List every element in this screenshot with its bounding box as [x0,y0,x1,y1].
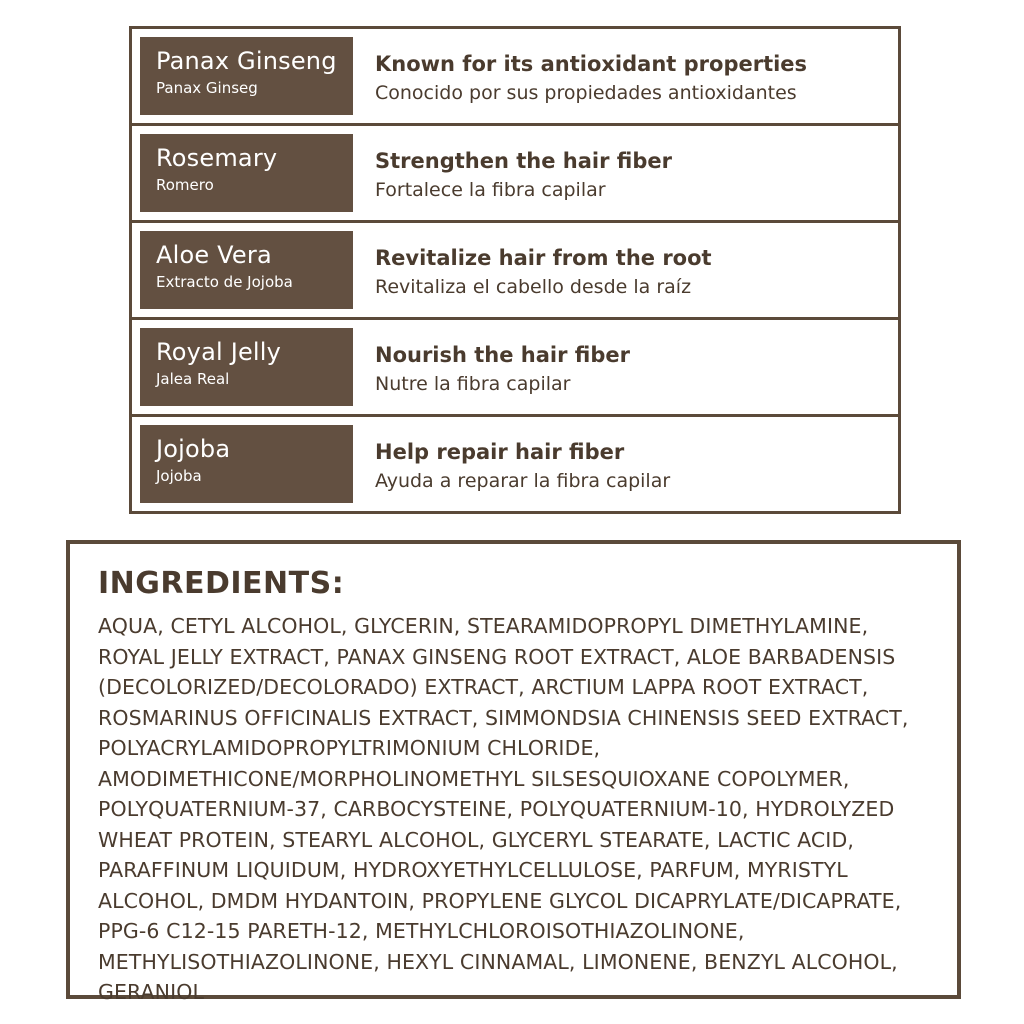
ingredients-panel [66,540,961,1004]
benefit-text-es: Conocido por sus propiedades antioxidantes [375,82,797,104]
ingredient-benefit-cell [353,126,898,220]
ingredient-name-es: Extracto de Jojoba [156,273,293,291]
table-row [132,417,898,514]
ingredients-heading: INGREDIENTS: [98,566,345,601]
ingredient-name-cell [140,425,353,503]
ingredient-name-en: Aloe Vera [156,241,272,269]
ingredient-benefit-cell [353,223,898,317]
ingredient-benefit-cell [353,320,898,414]
benefit-text-en: Help repair hair fiber [375,440,625,464]
ingredient-name-cell [140,37,353,115]
ingredient-name-es: Panax Ginseg [156,79,258,97]
benefit-text-en: Strengthen the hair fiber [375,149,672,173]
benefit-text-es: Revitaliza el cabello desde la raíz [375,276,692,298]
benefit-text-es: Ayuda a reparar la fibra capilar [375,470,671,492]
benefit-text-en: Revitalize hair from the root [375,246,712,270]
benefits-table [129,26,901,514]
ingredient-name-cell [140,328,353,406]
ingredient-name-es: Jalea Real [156,370,230,388]
ingredient-name-es: Romero [156,176,214,194]
ingredients-list-text: AQUA, CETYL ALCOHOL, GLYCERIN, STEARAMIDOPROPYL DIMETHYLAMINE, ROYAL JELLY EXTRACT, PANAX GINSENG ROOT EXTRACT, ALOE BARBADENSIS (DECOLORIZED/DECOLORADO) EXTRACT, ARCTIUM LAPPA ROOT EXTRACT, ROSMARINUS OFFICINALIS EXTRACT, SIMMONDSIA CHINENSIS SEED EXTRACT, POLYACRYLAMIDOPROPYLTRIMONIUM CHLORIDE, AMODIMETHICONE/MORPHOLINOMETHYL SILSESQUIOXANE COPOLYMER, POLYQUATERNIUM-37, CARBOCYSTEINE, POLYQUATERNIUM-10, HYDROLYZED WHEAT PROTEIN, STEARYL ALCOHOL, GLYCERYL STEARATE, LACTIC ACID, PARAFFINUM LIQUIDUM, HYDROXYETHYLCELLULOSE, PARFUM, MYRISTYL ALCOHOL, DMDM HYDANTOIN, PROPYLENE GLYCOL DICAPRYLATE/DICAPRATE, PPG-6 C12-15 PARETH-12, METHYLCHLOROISOTHIAZOLINONE, METHYLISOTHIAZOLINONE, HEXYL CINNAMAL, LIMONENE, BENZYL ALCOHOL, GERANIOL [98,614,909,1004]
benefit-text-en: Nourish the hair fiber [375,343,630,367]
ingredient-name-en: Jojoba [156,435,231,463]
ingredient-name-en: Rosemary [156,144,278,172]
table-row [132,223,898,320]
table-row [132,320,898,417]
benefit-text-es: Fortalece la fibra capilar [375,179,606,201]
benefit-text-es: Nutre la fibra capilar [375,373,571,395]
table-row [132,29,898,126]
table-row [132,126,898,223]
ingredient-name-es: Jojoba [156,467,202,485]
ingredient-benefit-cell [353,29,898,123]
ingredient-benefit-cell [353,417,898,511]
ingredient-name-en: Royal Jelly [156,338,282,366]
benefit-text-en: Known for its antioxidant properties [375,52,808,76]
ingredient-name-cell [140,134,353,212]
ingredient-name-cell [140,231,353,309]
ingredient-name-en: Panax Ginseng [156,47,337,75]
